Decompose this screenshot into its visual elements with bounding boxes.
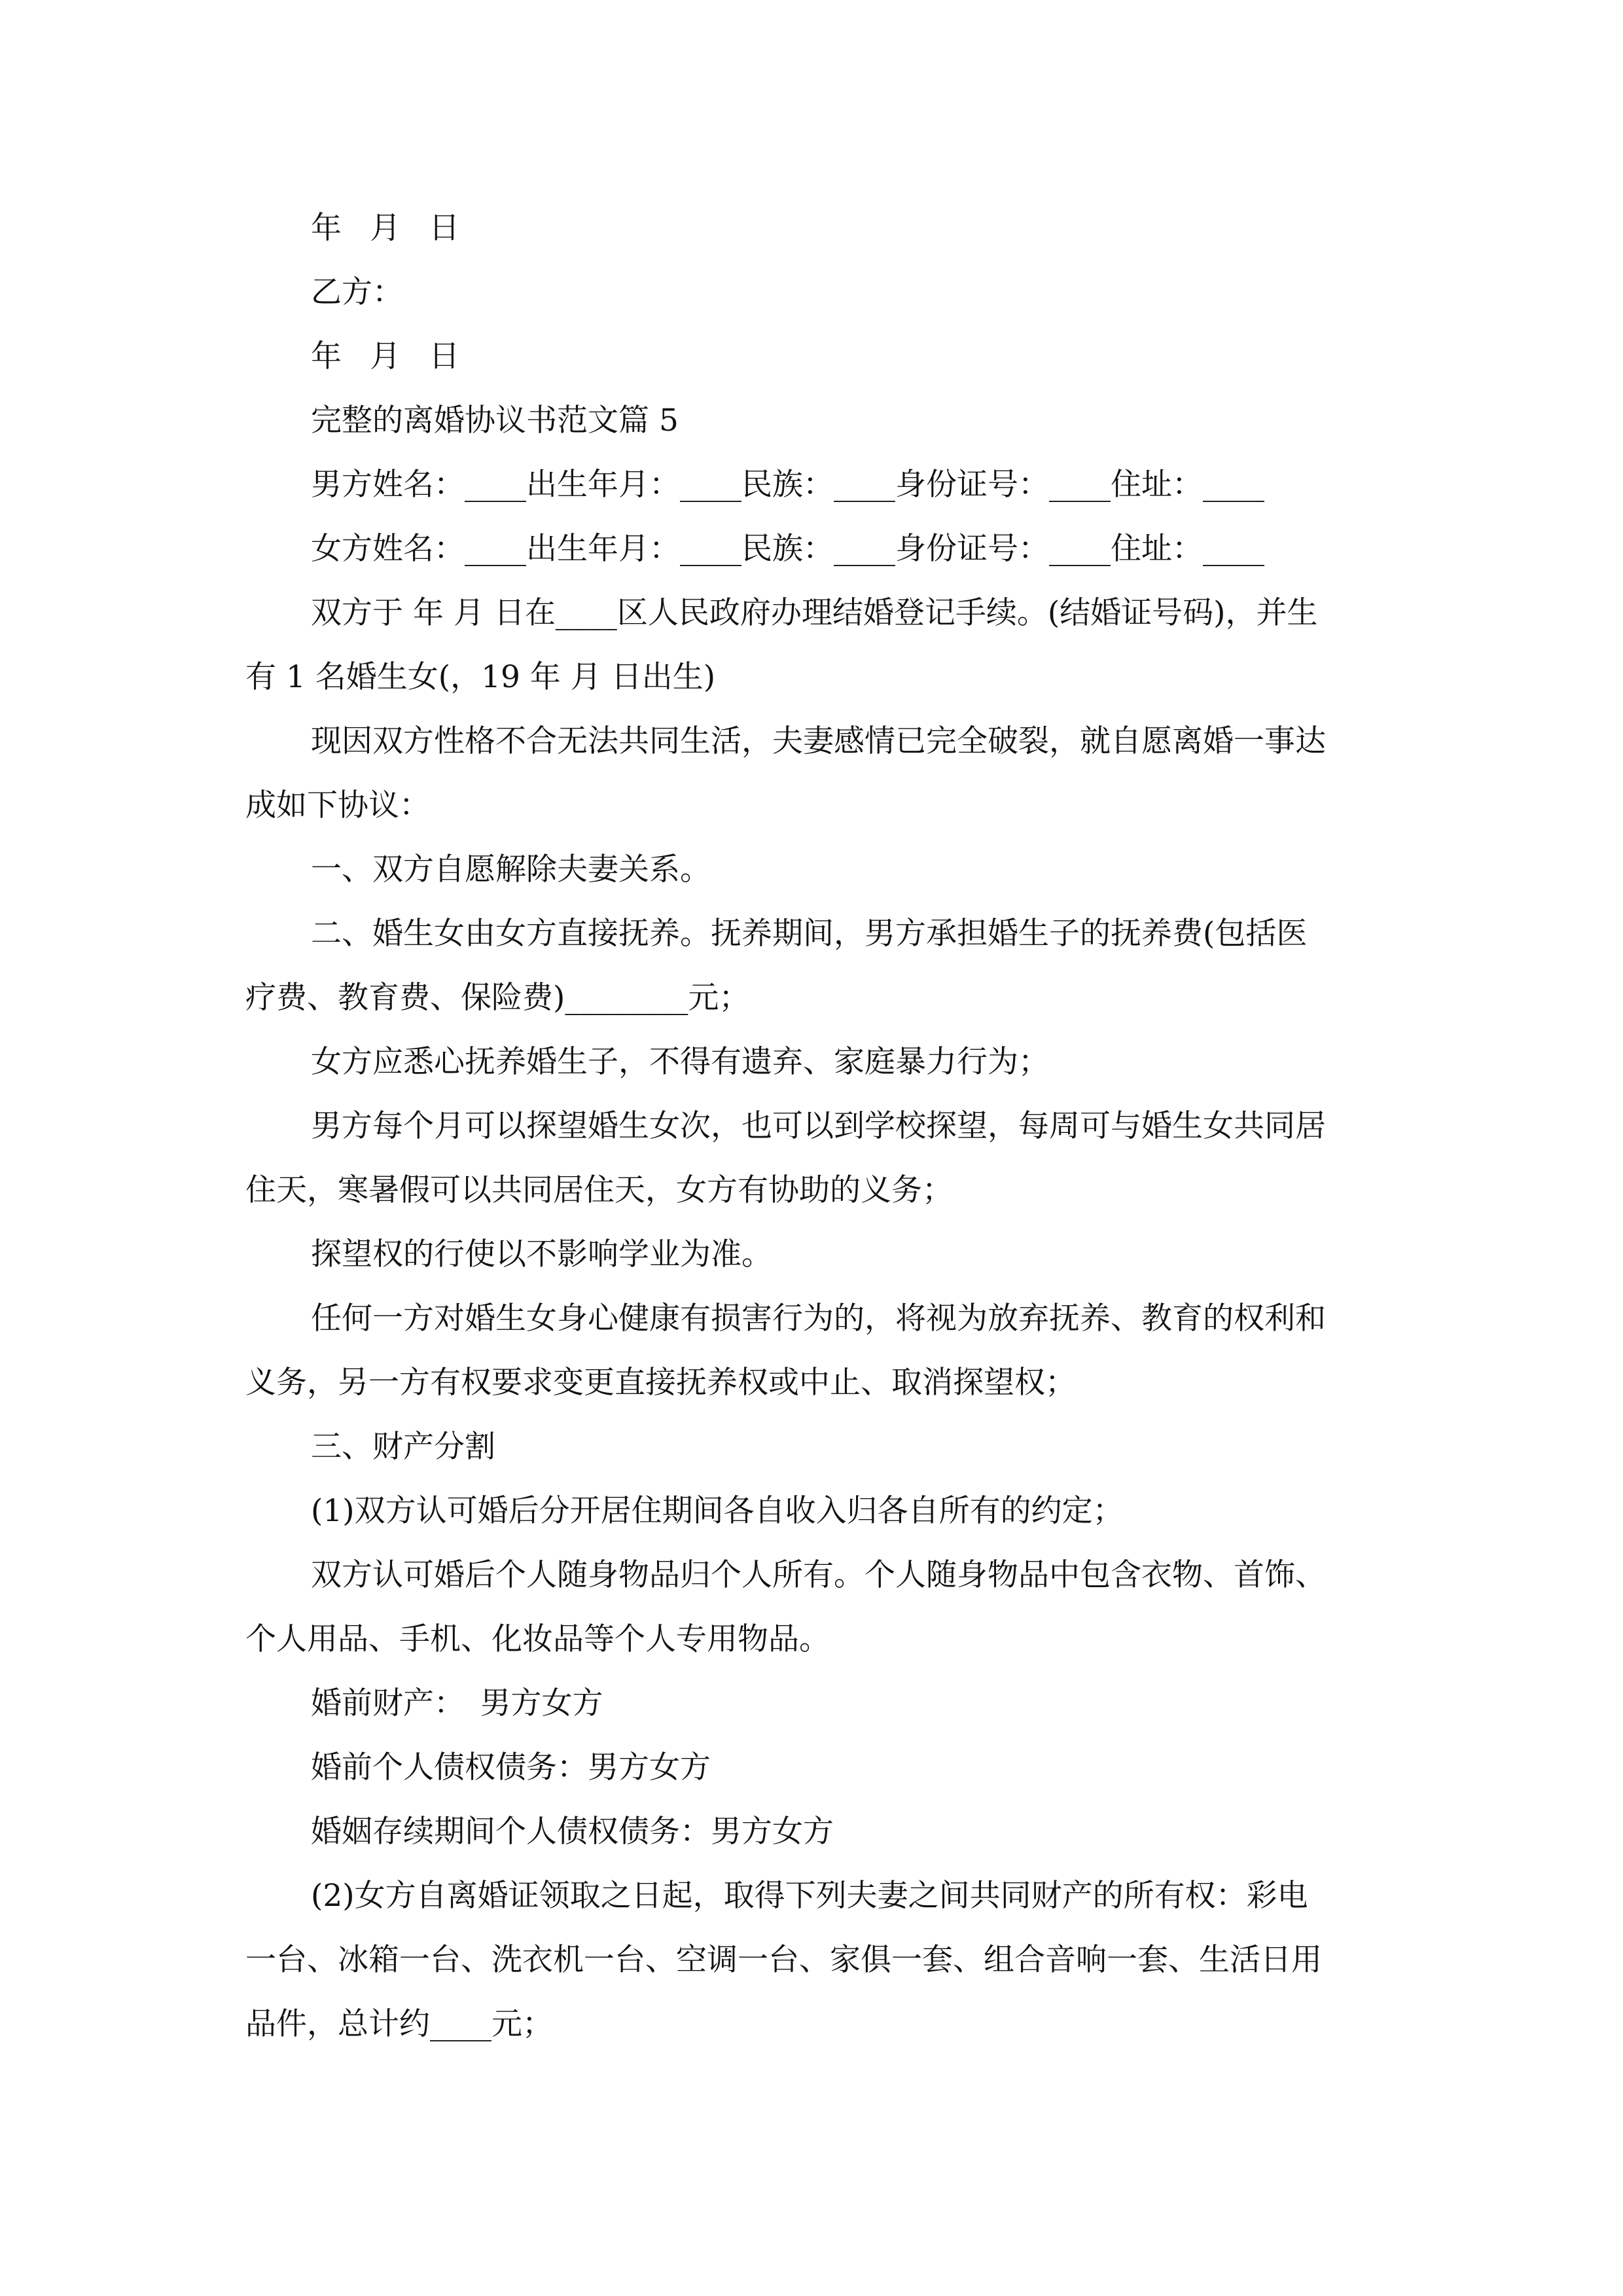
document-body [245,196,1378,2056]
paragraph-line: 品件，总计约____元； [245,2006,553,2042]
date-line: 年 月 日 [311,210,469,246]
paragraph-line: 疗费、教育费、保险费)________元； [245,980,750,1016]
paragraph-line: 一台、冰箱一台、洗衣机一台、空调一台、家俱一套、组合音响一套、生活日用 [245,1942,1322,1978]
paragraph-line: (2)女方自离婚证领取之日起，取得下列夫妻之间共同财产的所有权：彩电 [311,1878,1308,1914]
section-heading: 三、财产分割 [311,1429,495,1465]
paragraph-line: 住天，寒暑假可以共同居住天，女方有协助的义务； [245,1172,953,1208]
party-b-line: 乙方： [311,274,403,310]
paragraph-line: 成如下协议： [245,787,430,823]
paragraph-line: 义务，另一方有权要求变更直接抚养权或中止、取消探望权； [245,1365,1076,1401]
paragraph-line: 个人用品、手机、化妆品等个人专用物品。 [245,1621,830,1657]
paragraph-line: 男方每个月可以探望婚生女次，也可以到学校探望，每周可与婚生女共同居 [311,1108,1326,1144]
husband-info-line: 男方姓名：____出生年月：____民族：____身份证号：____住址：____ [311,467,1264,503]
paragraph-line: 双方认可婚后个人随身物品归个人所有。个人随身物品中包含衣物、首饰、 [311,1557,1326,1593]
paragraph-line: 探望权的行使以不影响学业为准。 [311,1236,772,1272]
section-title: 完整的离婚协议书范文篇 5 [311,403,679,439]
paragraph-line: 一、双方自愿解除夫妻关系。 [311,852,711,888]
paragraph-line: 女方应悉心抚养婚生子，不得有遗弃、家庭暴力行为； [311,1044,1049,1080]
paragraph-line: 任何一方对婚生女身心健康有损害行为的，将视为放弃抚养、教育的权利和 [311,1300,1326,1336]
paragraph-line: 婚前个人债权债务：男方女方 [311,1749,711,1785]
paragraph-line: 婚前财产： 男方女方 [311,1685,603,1721]
paragraph-line: 双方于 年 月 日在____区人民政府办理结婚登记手续。(结婚证号码)，并生 [311,595,1318,631]
paragraph-line: 二、婚生女由女方直接抚养。抚养期间，男方承担婚生子的抚养费(包括医 [311,916,1308,952]
paragraph-line: 现因双方性格不合无法共同生活，夫妻感情已完全破裂，就自愿离婚一事达 [311,723,1326,759]
paragraph-line: (1)双方认可婚后分开居住期间各自收入归各自所有的约定； [311,1493,1124,1529]
wife-info-line: 女方姓名：____出生年月：____民族：____身份证号：____住址：____ [311,531,1264,567]
date-line: 年 月 日 [311,338,469,374]
paragraph-line: 婚姻存续期间个人债权债务：男方女方 [311,1814,834,1850]
paragraph-line: 有 1 名婚生女(，19 年 月 日出生) [245,659,716,695]
